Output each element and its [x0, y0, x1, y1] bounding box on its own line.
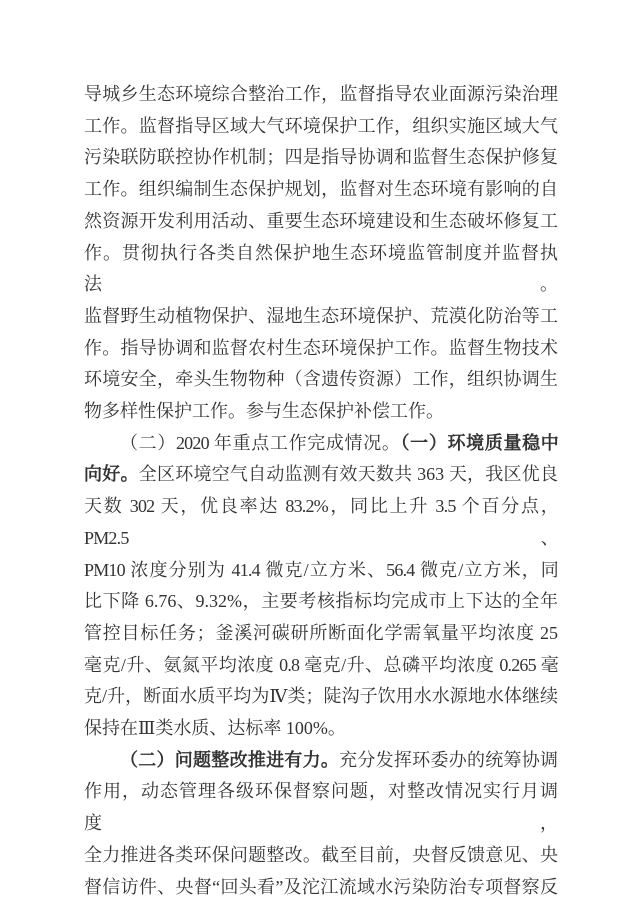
text-run-bold: 向好。	[84, 464, 139, 485]
text-line	[84, 459, 558, 491]
text-run: 作。指导协调和监督农村生态环境保护工作。监督生物技术	[84, 337, 558, 358]
text-line	[84, 79, 558, 111]
text-line	[84, 650, 558, 682]
text-run: 毫克/升、氨氮平均浓度 0.8 毫克/升、总磷平均浓度 0.265 毫	[84, 654, 558, 675]
text-line	[84, 111, 558, 143]
text-run: 工作。组织编制生态保护规划，监督对生态环境有影响的自	[84, 179, 558, 200]
text-line	[84, 333, 558, 365]
text-run: 天数 302 天，优良率达 83.2%，同比上升 3.5 个百分点，PM2.5、	[84, 496, 558, 548]
text-line	[84, 840, 558, 872]
text-line	[84, 396, 558, 428]
text-line	[84, 872, 558, 904]
text-line	[84, 364, 558, 396]
text-run: 作用，动态管理各级环保督察问题，对整改情况实行月调度，	[84, 781, 558, 834]
text-line	[84, 618, 558, 650]
text-run: 充分发挥环委办的统筹协调	[339, 749, 559, 770]
text-line	[84, 238, 558, 301]
text-run-bold: （一）环境质量稳中	[400, 432, 558, 453]
text-run: 全力推进各类环保问题整改。截至目前，央督反馈意见、央	[84, 844, 558, 865]
text-line	[84, 428, 558, 460]
text-run: 督信访件、央督“回头看”及沱江流域水污染防治专项督察反	[84, 876, 558, 897]
text-run: （二）2020 年重点工作完成情况。	[120, 432, 401, 453]
text-run: PM10 浓度分别为 41.4 微克/立方米、56.4 微克/立方米，同	[84, 559, 558, 580]
text-run-bold: （二）问题整改推进有力。	[120, 749, 340, 770]
text-run: 比下降 6.76、9.32%，主要考核指标均完成市上下达的全年	[84, 591, 558, 612]
text-run: 监督野生动植物保护、湿地生态环境保护、荒漠化防治等工	[84, 305, 558, 326]
text-line	[84, 586, 558, 618]
text-run: 保持在Ⅲ类水质、达标率 100%。	[84, 718, 346, 739]
text-run: 管控目标任务；釜溪河碳研所断面化学需氧量平均浓度 25	[84, 622, 558, 643]
text-line	[84, 174, 558, 206]
text-run: 然资源开发利用活动、重要生态环境建设和生态破坏修复工	[84, 210, 558, 231]
text-line	[84, 491, 558, 554]
text-run: 克/升，断面水质平均为Ⅳ类；陡沟子饮用水水源地水体继续	[84, 686, 558, 707]
text-line	[84, 681, 558, 713]
text-line	[84, 745, 558, 777]
text-line	[84, 776, 558, 839]
text-run: 环境安全，牵头生物物种（含遗传资源）工作，组织协调生	[84, 369, 558, 390]
text-run: 全区环境空气自动监测有效天数共 363 天，我区优良	[138, 464, 559, 485]
text-line	[84, 555, 558, 587]
text-run: 工作。监督指导区域大气环境保护工作，组织实施区域大气	[84, 115, 558, 136]
text-run: 污染联防联控协作机制；四是指导协调和监督生态保护修复	[84, 147, 558, 168]
text-line	[84, 713, 558, 745]
text-run: 导城乡生态环境综合整治工作，监督指导农业面源污染治理	[84, 84, 558, 104]
text-line	[84, 206, 558, 238]
text-run: 作。贯彻执行各类自然保护地生态环境监管制度并监督执法。	[84, 242, 558, 295]
text-line	[84, 301, 558, 333]
text-line	[84, 142, 558, 174]
text-run: 物多样性保护工作。参与生态保护补偿工作。	[84, 401, 444, 422]
page-body-text	[84, 79, 558, 903]
